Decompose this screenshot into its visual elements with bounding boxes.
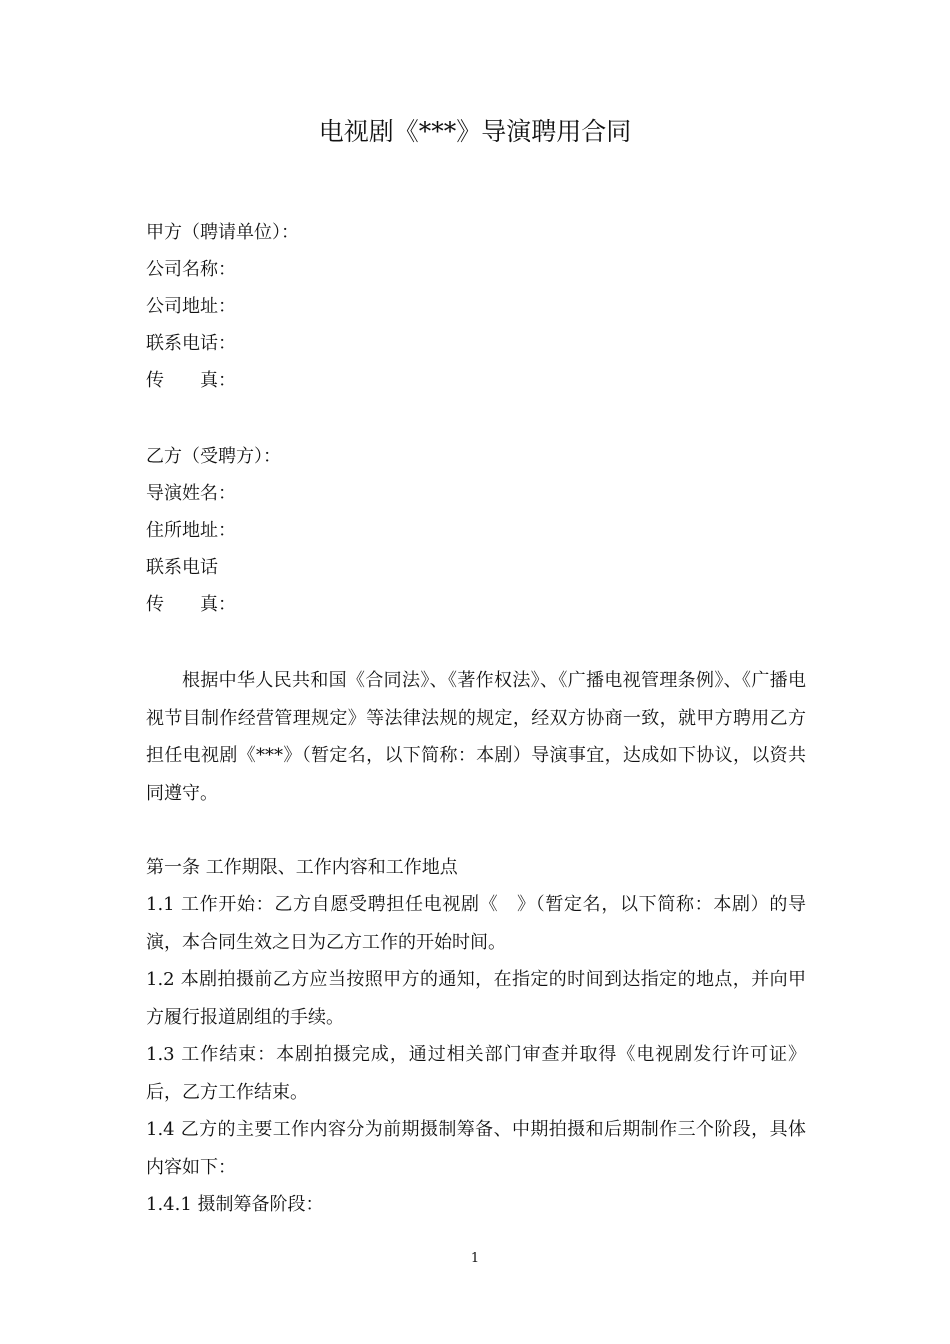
- party-b-director-name: 导演姓名：: [146, 483, 236, 504]
- party-b-phone: 联系电话: [146, 557, 218, 578]
- clause-1-4-1: 1.4.1 摄制筹备阶段：: [146, 1194, 324, 1215]
- party-a-company-address: 公司地址：: [146, 296, 236, 317]
- clause-1-3: 1.3 工作结束：本剧拍摄完成，通过相关部门审查并取得《电视剧发行许可证》后，乙方工作结束。: [146, 1044, 806, 1103]
- party-a-company-name: 公司名称：: [146, 259, 236, 280]
- party-b-heading: 乙方（受聘方）：: [146, 446, 281, 467]
- preamble-paragraph: 根据中华人民共和国《合同法》、《著作权法》、《广播电视管理条例》、《广播电视节目制作经营管理规定》等法律法规的规定，经双方协商一致，就甲方聘用乙方担任电视剧《***》（暂定名，以下简称：本剧）导演事宜，达成如下协议，以资共同遵守。: [146, 670, 806, 804]
- contract-title: 电视剧《***》导演聘用合同: [318, 117, 632, 146]
- clause-1-2: 1.2 本剧拍摄前乙方应当按照甲方的通知，在指定的时间到达指定的地点，并向甲方履行报道剧组的手续。: [146, 969, 806, 1028]
- party-a-fax: 传 真：: [146, 370, 236, 391]
- party-b-fax: 传 真：: [146, 594, 236, 615]
- party-a-phone: 联系电话：: [146, 333, 236, 354]
- clause-1-4: 1.4 乙方的主要工作内容分为前期摄制筹备、中期拍摄和后期制作三个阶段，具体内容如下：: [146, 1119, 806, 1178]
- clause-1-1: 1.1 工作开始：乙方自愿受聘担任电视剧《 》（暂定名，以下简称：本剧）的导演，本合同生效之日为乙方工作的开始时间。: [146, 894, 806, 953]
- party-a-heading: 甲方（聘请单位）：: [146, 222, 299, 243]
- party-b-address: 住所地址：: [146, 520, 236, 541]
- article-1-heading: 第一条 工作期限、工作内容和工作地点: [146, 857, 458, 878]
- page-number: 1: [470, 1251, 480, 1266]
